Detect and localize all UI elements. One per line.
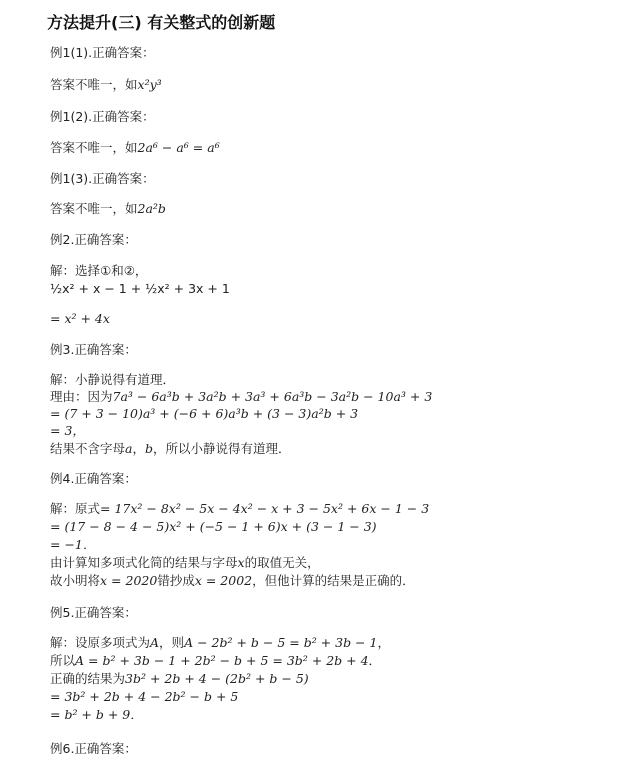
ex5-line5: = b² + b + 9． <box>50 707 143 722</box>
ex5-line1-expr: A − 2b² + b − 5 = b² + 3b − 1 <box>184 635 378 650</box>
ex3-line5-text-a: 结果不含字母 <box>50 441 126 456</box>
ex3-line5-sep: ， <box>132 441 145 456</box>
ex3-header: 例3.正确答案： <box>50 342 137 357</box>
ex1-1-expr: x²y³ <box>137 77 162 92</box>
ex3-line5-var-a: a <box>125 441 133 456</box>
ex4-line1-prefix: 解：原式 <box>50 501 101 516</box>
ex5-line2 <box>50 652 381 669</box>
ex1-1-prefix: 答案不唯一，如 <box>50 77 138 92</box>
ex3-line2 <box>50 388 432 405</box>
ex2-line3: = x² + 4x <box>50 311 110 326</box>
ex5-header: 例5.正确答案： <box>50 605 137 620</box>
ex4-line4-var: x <box>237 555 245 570</box>
ex1-2-prefix: 答案不唯一，如 <box>50 140 138 155</box>
ex1-3-expr: 2a²b <box>137 201 166 216</box>
ex4-line4 <box>50 554 320 571</box>
ex4-header: 例4.正确答案： <box>50 471 137 486</box>
ex4-line4-text-b: 的取值无关， <box>244 555 320 570</box>
ex1-2-header: 例1(2).正确答案： <box>50 109 155 124</box>
ex5-line3 <box>50 670 309 687</box>
ex4-line5-text-c: ，但他计算的结果是正确的． <box>252 573 415 588</box>
ex1-1-header: 例1(1).正确答案： <box>50 45 155 60</box>
ex3-line2-prefix: 理由：因为 <box>50 389 113 404</box>
ex5-line1-text-a: 解：设原多项式为 <box>50 635 151 650</box>
ex4-line4-text-a: 由计算知多项式化简的结果与字母 <box>50 555 238 570</box>
ex4-line1 <box>50 500 429 517</box>
ex5-line1 <box>50 634 390 651</box>
ex5-line1-text-c: ， <box>377 635 390 650</box>
ex4-line3: = −1． <box>50 537 96 552</box>
ex1-3-answer <box>50 200 166 217</box>
ex3-line2-expr: 7a³ − 6a³b + 3a²b + 3a³ + 6a³b − 3a²b − 10a³ + 3 <box>112 389 433 404</box>
ex5-line2-expr: A = b² + 3b − 1 + 2b² − b + 5 = 3b² + 2b + 4 <box>75 653 369 668</box>
ex3-line5-text-b: ，所以小静说得有道理． <box>153 441 291 456</box>
ex5-line2-text-a: 所以 <box>50 653 76 668</box>
ex6-header: 例6.正确答案： <box>50 741 137 756</box>
ex4-line5-expr-a: x = 2020 <box>100 573 158 588</box>
ex4-line2: = (17 − 8 − 4 − 5)x² + (−5 − 1 + 6)x + (3 − 1 − 3) <box>50 519 377 534</box>
ex4-line5 <box>50 572 415 589</box>
ex1-1-answer <box>50 76 162 93</box>
ex5-line1-text-b: ，则 <box>159 635 185 650</box>
ex5-line2-text-b: ． <box>368 653 382 668</box>
ex4-line1-expr: = 17x² − 8x² − 5x − 4x² − x + 3 − 5x² + 6x − 1 − 3 <box>100 501 430 516</box>
ex3-line4: = 3， <box>50 423 85 438</box>
ex3-line3: = (7 + 3 − 10)a³ + (−6 + 6)a³b + (3 − 3)a²b + 3 <box>50 406 359 421</box>
ex4-line5-expr-b: x = 2002 <box>194 573 253 588</box>
ex1-2-answer <box>50 139 220 156</box>
ex4-line5-text-b: 错抄成 <box>157 573 195 588</box>
ex3-line5-var-b: b <box>144 441 153 456</box>
ex3-line1: 解：小静说得有道理． <box>50 372 176 387</box>
ex5-line3-expr: 3b² + 2b + 4 − (2b² + b − 5) <box>125 671 309 686</box>
ex5-line1-var: A <box>150 635 160 650</box>
ex1-2-expr: 2a⁶ − a⁶ = a⁶ <box>137 140 220 155</box>
ex5-line3-text: 正确的结果为 <box>50 671 126 686</box>
ex1-3-prefix: 答案不唯一，如 <box>50 201 138 216</box>
ex2-line1: 解：选择①和②， <box>50 263 148 278</box>
ex4-line5-text-a: 故小明将 <box>50 573 101 588</box>
ex3-line5 <box>50 440 291 457</box>
ex2-line2: ½x² + x − 1 + ½x² + 3x + 1 <box>50 281 230 296</box>
page-title: 方法提升(三) 有关整式的创新题 <box>47 13 276 32</box>
ex1-3-header: 例1(3).正确答案： <box>50 171 155 186</box>
ex5-line4: = 3b² + 2b + 4 − 2b² − b + 5 <box>50 689 239 704</box>
ex2-header: 例2.正确答案： <box>50 232 137 247</box>
